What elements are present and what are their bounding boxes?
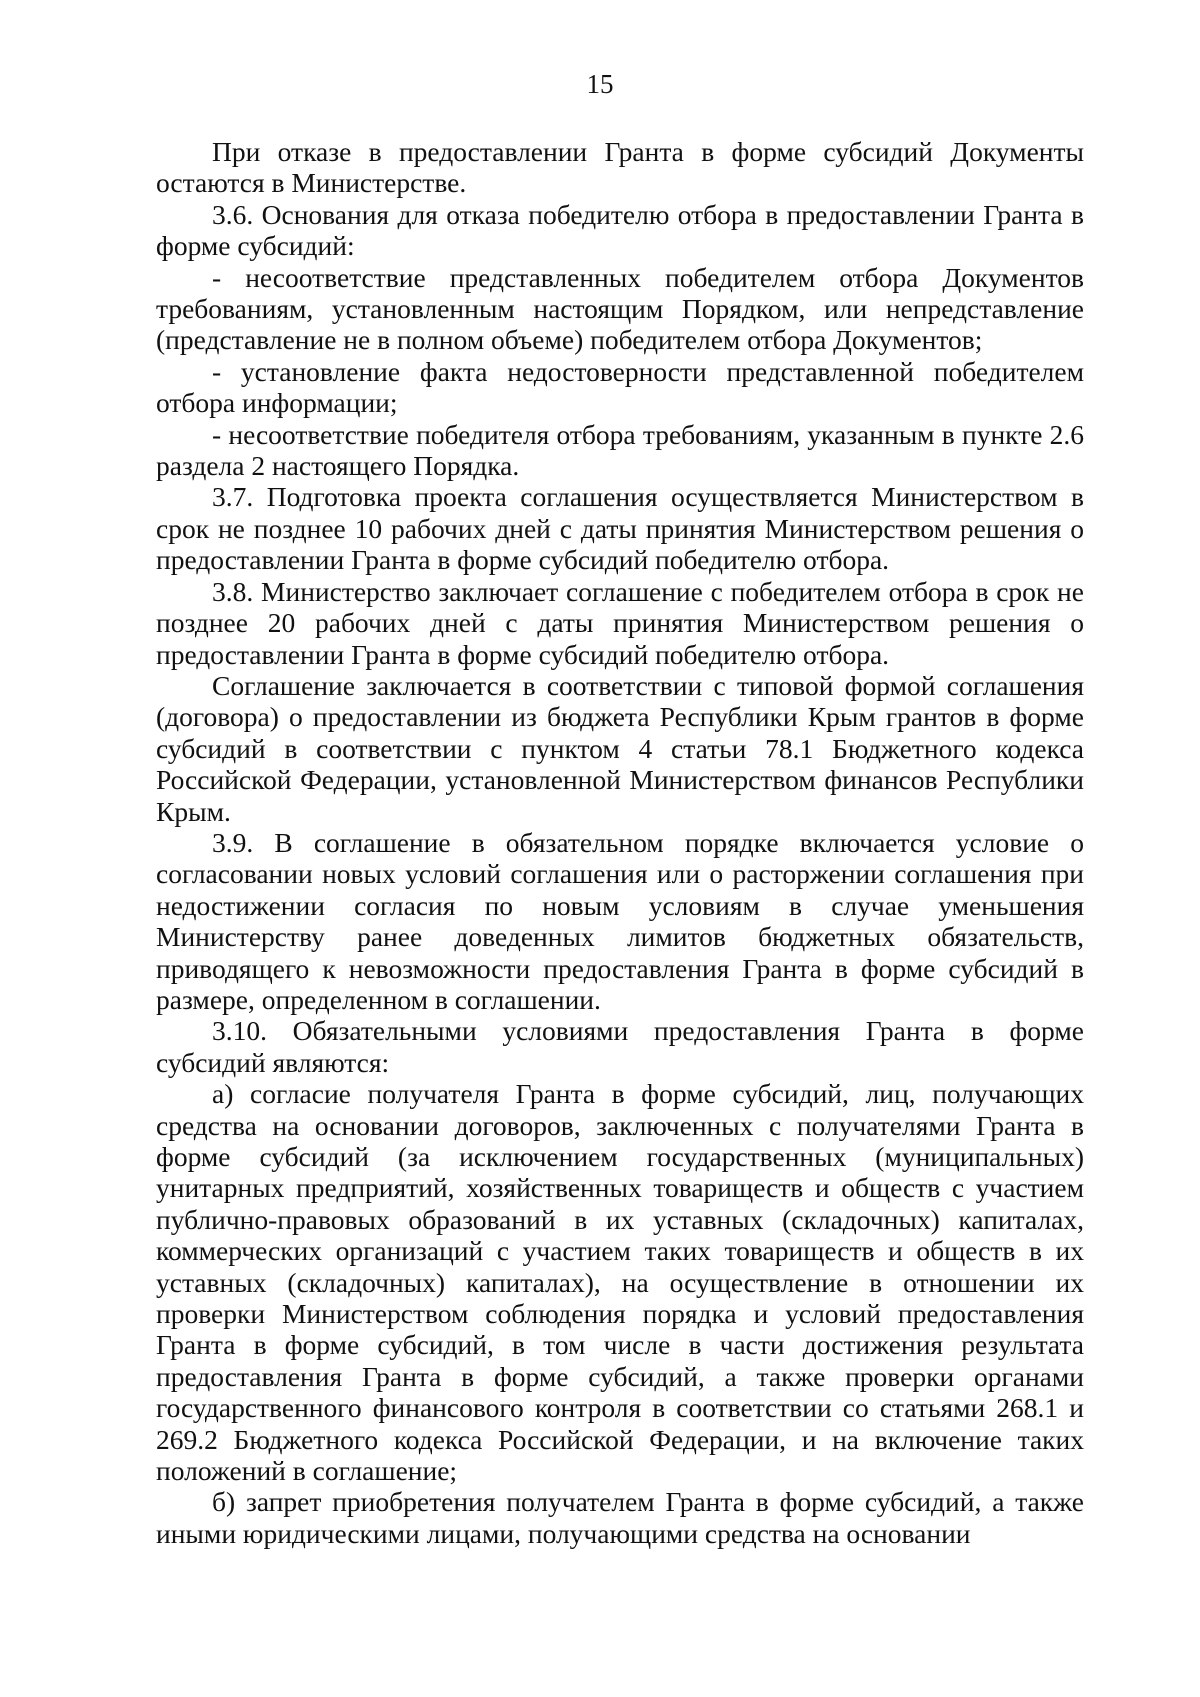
paragraph-3-8: 3.8. Министерство заключает соглашение с победителем отбора в срок не позднее 20 рабочих дней с даты принятия Министерством решения о предоставлении Гранта в форме субсидий победителю отбора. <box>156 575 1084 670</box>
list-item-false-information: - установление факта недостоверности представленной победителем отбора информации; <box>156 355 1084 419</box>
paragraph-3-7: 3.7. Подготовка проекта соглашения осуществляется Министерством в срок не позднее 10 рабочих дней с даты принятия Министерством решения о предоставлении Гранта в форме субсидий победителю отбора. <box>156 481 1084 576</box>
paragraph-3-6: 3.6. Основания для отказа победителю отбора в предоставлении Гранта в форме субсидий: <box>156 198 1084 262</box>
paragraph-agreement-form: Соглашение заключается в соответствии с типовой формой соглашения (договора) о предоставлении из бюджета Республики Крым грантов в форме субсидий в соответствии с пунктом 4 статьи 78.1 Бюджетного кодекса Российской Федерации, установленной Министерством финансов Республики Крым. <box>156 669 1084 827</box>
paragraph-3-9: 3.9. В соглашение в обязательном порядке включается условие о согласовании новых условий соглашения или о расторжении соглашения при недостижении согласия по новым условиям в случае уменьшения Министерству ранее доведенных лимитов бюджетных обязательств, приводящего к невозможности предоставления Гранта в форме субсидий в размере, определенном в соглашении. <box>156 826 1084 1015</box>
list-item-winner-noncompliance: - несоответствие победителя отбора требованиям, указанным в пункте 2.6 раздела 2 настоящего Порядка. <box>156 418 1084 482</box>
list-item-b-prohibition: б) запрет приобретения получателем Гранта в форме субсидий, а также иными юридическими лицами, получающими средства на основании <box>156 1486 1084 1549</box>
page-number: 15 <box>586 69 614 99</box>
list-item-a-consent: а) согласие получателя Гранта в форме субсидий, лиц, получающих средства на основании договоров, заключенных с получателями Гранта в форме субсидий (за исключением государственных (муниципальных) унитарных предприятий, хозяйственных товариществ и обществ с участием публично-правовых образований в их уставных (складочных) капиталах, коммерческих организаций с участием таких товариществ и обществ в их уставных (складочных) капиталах), на осуществление в отношении их проверки Министерством соблюдения порядка и условий предоставления Гранта в форме субсидий, в том числе в части достижения результата предоставления Гранта в форме субсидий, а также проверки органами государственного финансового контроля в соответствии со статьями 268.1 и 269.2 Бюджетного кодекса Российской Федерации, и на включение таких положений в соглашение; <box>156 1078 1084 1487</box>
paragraph-refusal-documents: При отказе в предоставлении Гранта в форме субсидий Документы остаются в Министерстве. <box>156 136 1084 199</box>
list-item-documents-noncompliance: - несоответствие представленных победителем отбора Документов требованиям, установленным настоящим Порядком, или непредставление (представление не в полном объеме) победителем отбора Документов; <box>156 261 1084 356</box>
document-body <box>156 136 1084 1549</box>
paragraph-3-10: 3.10. Обязательными условиями предоставления Гранта в форме субсидий являются: <box>156 1015 1084 1078</box>
